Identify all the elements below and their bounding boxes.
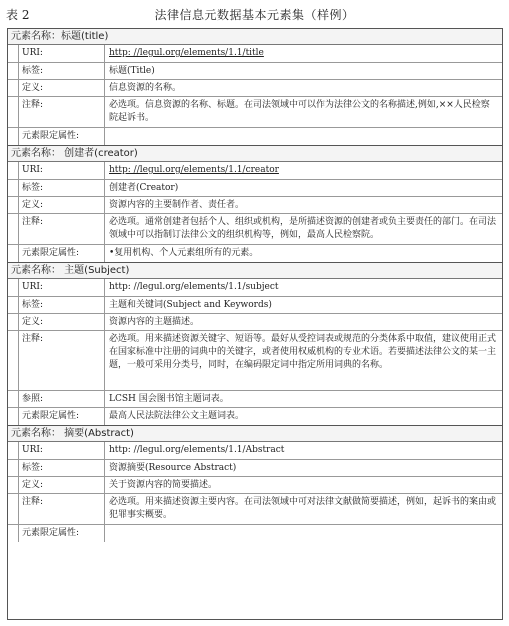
field-value: LCSH 国会图书馆主题词表。 <box>109 394 229 404</box>
uri-link[interactable]: http: //legul.org/elements/1.1/creator <box>109 165 279 175</box>
field-label: URI: <box>19 279 105 296</box>
indent-cell <box>8 460 19 476</box>
field-value: 资源内容的主题描述。 <box>109 317 200 327</box>
field-value: 标题(Title) <box>109 66 155 76</box>
indent-cell <box>8 45 19 62</box>
indent-cell <box>8 245 19 262</box>
field-value: 必选项。通常创建者包括个人、组织或机构，是所描述资源的创建者或负主要责任的部门。在司法领域中可以指制订法律公文的组织机构等，例如，最高人民检察院。 <box>109 217 497 240</box>
field-label: 元素限定属性: <box>19 525 105 542</box>
field-label: 定义: <box>19 314 105 330</box>
table-row <box>8 245 502 262</box>
table-row <box>8 297 502 314</box>
uri-link[interactable]: http: //legul.org/elements/1.1/title <box>109 48 264 58</box>
field-value: 必选项。信息资源的名称、标题。在司法领域中可以作为法律公文的名称描述,例如,××人民检察院起诉书。 <box>109 100 490 123</box>
table-row <box>8 45 502 63</box>
indent-cell <box>8 442 19 459</box>
table-row <box>8 525 502 542</box>
table-row <box>8 80 502 97</box>
field-label: 注释: <box>19 214 105 244</box>
table-row <box>8 214 502 245</box>
field-label: 元素限定属性: <box>19 128 105 145</box>
table-caption <box>6 6 503 24</box>
field-label: 参照: <box>19 391 105 407</box>
field-value <box>105 525 502 542</box>
field-label: 标签: <box>19 63 105 79</box>
field-value: 最高人民法院法律公文主题词表。 <box>109 411 245 421</box>
field-value: •复用机构、个人元素组所有的元素。 <box>109 248 259 258</box>
indent-cell <box>8 97 19 127</box>
field-label: 元素限定属性: <box>19 245 105 262</box>
indent-cell <box>8 214 19 244</box>
table-number: 表 2 <box>6 8 30 22</box>
table-row <box>8 477 502 494</box>
field-label: URI: <box>19 442 105 459</box>
indent-cell <box>8 314 19 330</box>
indent-cell <box>8 331 19 390</box>
field-label: 定义: <box>19 80 105 96</box>
indent-cell <box>8 180 19 196</box>
field-value: 必选项。用来描述资源关键字、短语等。最好从受控词表或规范的分类体系中取值，建议使用正式在国家标准中注册的词典中的关键字，或者使用权威机构的专业术语。若要描述法律公文的某一主题，一般可采用分类号，同时，在编码限定词中指定所用词典的名称。 <box>109 334 497 370</box>
field-value: 信息资源的名称。 <box>109 83 182 93</box>
field-label: 注释: <box>19 97 105 127</box>
indent-cell <box>8 477 19 493</box>
field-value: 创建者(Creator) <box>109 183 179 193</box>
field-label: URI: <box>19 162 105 179</box>
table-row <box>8 460 502 477</box>
field-label: 标签: <box>19 297 105 313</box>
table-row <box>8 279 502 297</box>
element-name-header: 元素名称： 主题(Subject) <box>8 263 502 279</box>
indent-cell <box>8 197 19 213</box>
table-row <box>8 494 502 525</box>
element-name-header: 元素名称： 摘要(Abstract) <box>8 426 502 442</box>
field-label: 定义: <box>19 477 105 493</box>
table-row <box>8 180 502 197</box>
field-label: 注释: <box>19 494 105 524</box>
table-row <box>8 408 502 425</box>
field-label: 标签: <box>19 460 105 476</box>
table-row <box>8 63 502 80</box>
table-title: 法律信息元数据基本元素集（样例） <box>154 8 355 22</box>
table-row <box>8 97 502 128</box>
indent-cell <box>8 494 19 524</box>
element-section <box>8 426 502 542</box>
table-row <box>8 391 502 408</box>
indent-cell <box>8 525 19 542</box>
field-value: 必选项。用来描述资源主要内容。在司法领域中可对法律文献做简要描述，例如，起诉书的案由或犯罪事实概要。 <box>109 497 497 520</box>
field-value: http: //legul.org/elements/1.1/subject <box>109 282 279 292</box>
table-row <box>8 197 502 214</box>
field-label: URI: <box>19 45 105 62</box>
field-value <box>105 128 502 145</box>
element-section <box>8 263 502 426</box>
element-name-header: 元素名称：标题(title) <box>8 29 502 45</box>
field-value: 资源摘要(Resource Abstract) <box>109 463 237 473</box>
element-name-header: 元素名称： 创建者(creator) <box>8 146 502 162</box>
indent-cell <box>8 391 19 407</box>
field-value: 关于资源内容的简要描述。 <box>109 480 218 490</box>
indent-cell <box>8 279 19 296</box>
table-row <box>8 331 502 391</box>
indent-cell <box>8 128 19 145</box>
table-row <box>8 314 502 331</box>
indent-cell <box>8 408 19 425</box>
element-section <box>8 146 502 263</box>
table-row <box>8 442 502 460</box>
metadata-table <box>7 28 503 620</box>
field-value: 资源内容的主要制作者、责任者。 <box>109 200 245 210</box>
table-row <box>8 162 502 180</box>
field-label: 标签: <box>19 180 105 196</box>
field-label: 定义: <box>19 197 105 213</box>
indent-cell <box>8 63 19 79</box>
table-row <box>8 128 502 145</box>
field-value: 主题和关键词(Subject and Keywords) <box>109 300 272 310</box>
indent-cell <box>8 297 19 313</box>
field-value: http: //legul.org/elements/1.1/Abstract <box>109 445 285 455</box>
field-label: 注释: <box>19 331 105 390</box>
indent-cell <box>8 80 19 96</box>
indent-cell <box>8 162 19 179</box>
field-label: 元素限定属性: <box>19 408 105 425</box>
element-section <box>8 29 502 146</box>
